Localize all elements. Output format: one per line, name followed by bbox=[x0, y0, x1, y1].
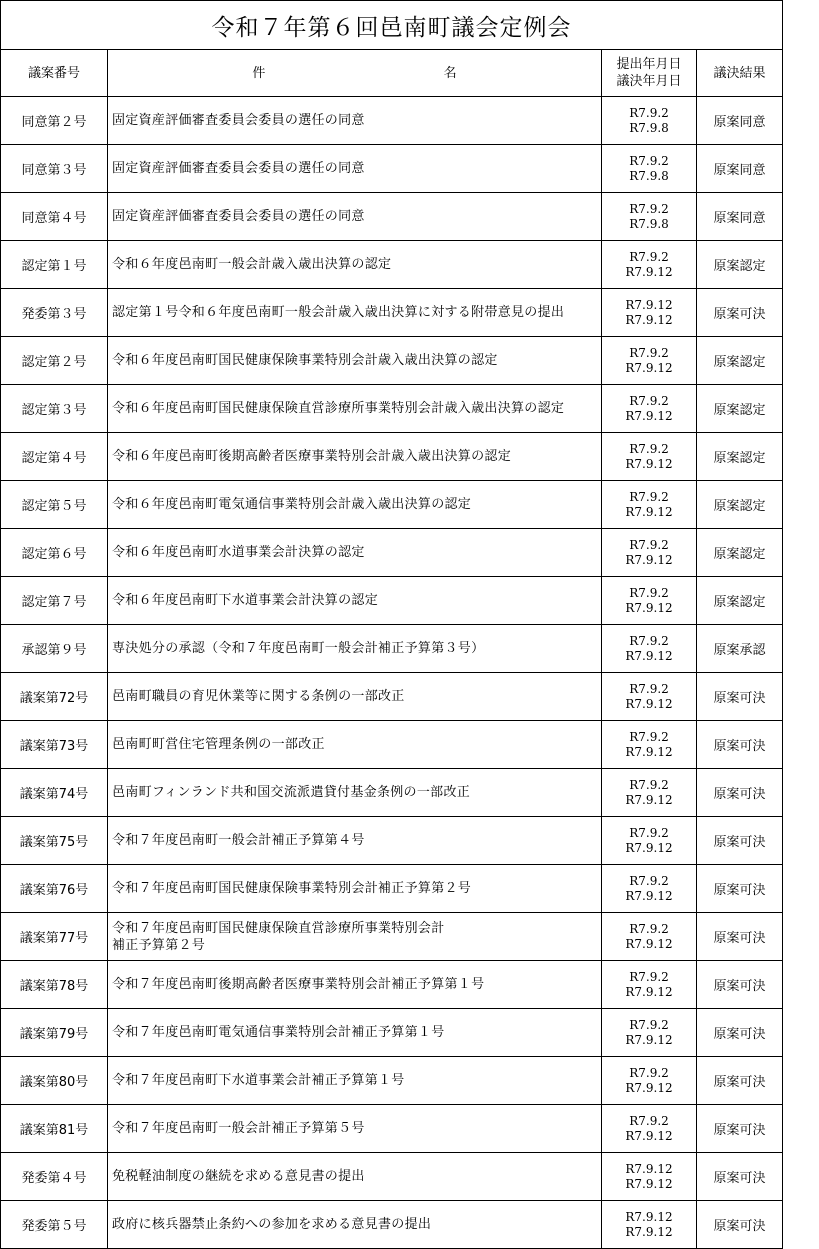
table-row bbox=[1, 337, 783, 385]
row-dates bbox=[602, 529, 697, 577]
table-row bbox=[1, 961, 783, 1009]
row-decided-date: R7.9.12 bbox=[625, 312, 673, 327]
row-dates bbox=[602, 1057, 697, 1105]
row-dates bbox=[602, 1105, 697, 1153]
row-result: 原案承認 bbox=[697, 625, 783, 673]
row-result: 原案認定 bbox=[697, 577, 783, 625]
header-dates-submitted: 提出年月日 bbox=[616, 57, 682, 72]
row-dates bbox=[602, 961, 697, 1009]
table-row bbox=[1, 193, 783, 241]
row-title: 令和６年度邑南町後期高齢者医療事業特別会計歳入歳出決算の認定 bbox=[108, 433, 602, 481]
row-number: 発委第５号 bbox=[1, 1201, 108, 1249]
row-result: 原案可決 bbox=[697, 289, 783, 337]
row-number: 議案第80号 bbox=[1, 1057, 108, 1105]
row-decided-date: R7.9.12 bbox=[625, 1032, 673, 1047]
row-result: 原案同意 bbox=[697, 145, 783, 193]
row-submitted-date: R7.9.2 bbox=[629, 537, 669, 552]
row-decided-date: R7.9.12 bbox=[625, 984, 673, 999]
row-decided-date: R7.9.12 bbox=[625, 1128, 673, 1143]
table-body bbox=[1, 97, 783, 1249]
row-number: 同意第４号 bbox=[1, 193, 108, 241]
row-result: 原案可決 bbox=[697, 1153, 783, 1201]
row-dates bbox=[602, 673, 697, 721]
row-submitted-date: R7.9.2 bbox=[629, 825, 669, 840]
table-row bbox=[1, 769, 783, 817]
table-row bbox=[1, 577, 783, 625]
row-title: 令和７年度邑南町下水道事業会計補正予算第１号 bbox=[108, 1057, 602, 1105]
table-row bbox=[1, 385, 783, 433]
row-submitted-date: R7.9.2 bbox=[629, 969, 669, 984]
row-submitted-date: R7.9.2 bbox=[629, 249, 669, 264]
row-number: 議案第78号 bbox=[1, 961, 108, 1009]
row-title: 令和６年度邑南町水道事業会計決算の認定 bbox=[108, 529, 602, 577]
row-number: 同意第２号 bbox=[1, 97, 108, 145]
row-result: 原案認定 bbox=[697, 241, 783, 289]
row-number: 議案第77号 bbox=[1, 913, 108, 961]
row-decided-date: R7.9.12 bbox=[625, 1176, 673, 1191]
row-decided-date: R7.9.12 bbox=[625, 552, 673, 567]
table-row bbox=[1, 145, 783, 193]
table-row bbox=[1, 817, 783, 865]
row-submitted-date: R7.9.2 bbox=[629, 441, 669, 456]
row-decided-date: R7.9.12 bbox=[625, 840, 673, 855]
row-number: 認定第５号 bbox=[1, 481, 108, 529]
row-result: 原案同意 bbox=[697, 193, 783, 241]
row-decided-date: R7.9.12 bbox=[625, 696, 673, 711]
row-decided-date: R7.9.12 bbox=[625, 456, 673, 471]
row-decided-date: R7.9.8 bbox=[629, 216, 669, 231]
row-dates bbox=[602, 1201, 697, 1249]
row-dates bbox=[602, 97, 697, 145]
row-decided-date: R7.9.8 bbox=[629, 168, 669, 183]
row-submitted-date: R7.9.2 bbox=[629, 1017, 669, 1032]
row-decided-date: R7.9.8 bbox=[629, 120, 669, 135]
header-name-left: 件 bbox=[252, 65, 266, 81]
row-title: 令和７年度邑南町一般会計補正予算第４号 bbox=[108, 817, 602, 865]
row-submitted-date: R7.9.2 bbox=[629, 681, 669, 696]
row-result: 原案可決 bbox=[697, 721, 783, 769]
row-number: 承認第９号 bbox=[1, 625, 108, 673]
row-submitted-date: R7.9.12 bbox=[625, 297, 673, 312]
row-dates bbox=[602, 817, 697, 865]
row-number: 認定第２号 bbox=[1, 337, 108, 385]
row-submitted-date: R7.9.2 bbox=[629, 1065, 669, 1080]
row-dates bbox=[602, 1153, 697, 1201]
row-result: 原案可決 bbox=[697, 961, 783, 1009]
row-result: 原案認定 bbox=[697, 385, 783, 433]
table-row bbox=[1, 625, 783, 673]
row-dates bbox=[602, 241, 697, 289]
table-row bbox=[1, 97, 783, 145]
row-number: 議案第72号 bbox=[1, 673, 108, 721]
row-result: 原案可決 bbox=[697, 913, 783, 961]
table-row bbox=[1, 721, 783, 769]
row-submitted-date: R7.9.2 bbox=[629, 345, 669, 360]
table-row bbox=[1, 1201, 783, 1249]
row-result: 原案可決 bbox=[697, 1057, 783, 1105]
header-name bbox=[108, 50, 602, 97]
row-decided-date: R7.9.12 bbox=[625, 744, 673, 759]
row-title: 免税軽油制度の継続を求める意見書の提出 bbox=[108, 1153, 602, 1201]
table-row bbox=[1, 1057, 783, 1105]
row-dates bbox=[602, 769, 697, 817]
row-result: 原案可決 bbox=[697, 817, 783, 865]
row-number: 議案第73号 bbox=[1, 721, 108, 769]
row-title: 固定資産評価審査委員会委員の選任の同意 bbox=[108, 145, 602, 193]
header-result: 議決結果 bbox=[697, 50, 783, 97]
row-result: 原案認定 bbox=[697, 433, 783, 481]
row-result: 原案可決 bbox=[697, 1009, 783, 1057]
row-number: 認定第４号 bbox=[1, 433, 108, 481]
row-result: 原案可決 bbox=[697, 1105, 783, 1153]
row-number: 議案第74号 bbox=[1, 769, 108, 817]
row-title: 認定第１号令和６年度邑南町一般会計歳入歳出決算に対する附帯意見の提出 bbox=[108, 289, 602, 337]
row-title: 固定資産評価審査委員会委員の選任の同意 bbox=[108, 97, 602, 145]
row-title: 令和７年度邑南町後期高齢者医療事業特別会計補正予算第１号 bbox=[108, 961, 602, 1009]
row-submitted-date: R7.9.2 bbox=[629, 1113, 669, 1128]
row-dates bbox=[602, 385, 697, 433]
row-title: 邑南町職員の育児休業等に関する条例の一部改正 bbox=[108, 673, 602, 721]
row-dates bbox=[602, 433, 697, 481]
row-submitted-date: R7.9.2 bbox=[629, 921, 669, 936]
row-result: 原案認定 bbox=[697, 481, 783, 529]
row-dates bbox=[602, 145, 697, 193]
row-decided-date: R7.9.12 bbox=[625, 936, 673, 951]
table-row bbox=[1, 913, 783, 961]
row-submitted-date: R7.9.2 bbox=[629, 105, 669, 120]
row-result: 原案可決 bbox=[697, 769, 783, 817]
row-number: 発委第３号 bbox=[1, 289, 108, 337]
row-submitted-date: R7.9.2 bbox=[629, 393, 669, 408]
row-decided-date: R7.9.12 bbox=[625, 360, 673, 375]
row-result: 原案認定 bbox=[697, 337, 783, 385]
header-row bbox=[1, 50, 783, 97]
row-number: 認定第３号 bbox=[1, 385, 108, 433]
row-submitted-date: R7.9.2 bbox=[629, 489, 669, 504]
row-decided-date: R7.9.12 bbox=[625, 792, 673, 807]
row-title: 令和６年度邑南町一般会計歳入歳出決算の認定 bbox=[108, 241, 602, 289]
row-submitted-date: R7.9.2 bbox=[629, 585, 669, 600]
row-number: 発委第４号 bbox=[1, 1153, 108, 1201]
table-row bbox=[1, 1009, 783, 1057]
row-submitted-date: R7.9.2 bbox=[629, 201, 669, 216]
row-decided-date: R7.9.12 bbox=[625, 408, 673, 423]
header-name-right: 名 bbox=[443, 65, 457, 81]
row-dates bbox=[602, 913, 697, 961]
row-title: 令和６年度邑南町下水道事業会計決算の認定 bbox=[108, 577, 602, 625]
row-decided-date: R7.9.12 bbox=[625, 600, 673, 615]
row-number: 議案第79号 bbox=[1, 1009, 108, 1057]
row-result: 原案認定 bbox=[697, 529, 783, 577]
row-number: 認定第１号 bbox=[1, 241, 108, 289]
header-dates bbox=[602, 50, 697, 97]
row-title: 令和６年度邑南町国民健康保険直営診療所事業特別会計歳入歳出決算の認定 bbox=[108, 385, 602, 433]
row-title: 邑南町フィンランド共和国交流派遣貸付基金条例の一部改正 bbox=[108, 769, 602, 817]
row-submitted-date: R7.9.12 bbox=[625, 1209, 673, 1224]
row-dates bbox=[602, 289, 697, 337]
row-dates bbox=[602, 865, 697, 913]
row-result: 原案可決 bbox=[697, 673, 783, 721]
row-dates bbox=[602, 337, 697, 385]
row-title: 専決処分の承認（令和７年度邑南町一般会計補正予算第３号） bbox=[108, 625, 602, 673]
row-decided-date: R7.9.12 bbox=[625, 504, 673, 519]
row-submitted-date: R7.9.2 bbox=[629, 777, 669, 792]
row-submitted-date: R7.9.2 bbox=[629, 873, 669, 888]
row-decided-date: R7.9.12 bbox=[625, 1224, 673, 1239]
row-decided-date: R7.9.12 bbox=[625, 648, 673, 663]
row-number: 議案第75号 bbox=[1, 817, 108, 865]
row-number: 認定第６号 bbox=[1, 529, 108, 577]
row-dates bbox=[602, 193, 697, 241]
table-row bbox=[1, 1105, 783, 1153]
row-decided-date: R7.9.12 bbox=[625, 264, 673, 279]
row-result: 原案可決 bbox=[697, 865, 783, 913]
row-submitted-date: R7.9.2 bbox=[629, 153, 669, 168]
header-dates-decided: 議決年月日 bbox=[616, 74, 682, 89]
row-dates bbox=[602, 721, 697, 769]
table-row bbox=[1, 529, 783, 577]
row-title: 邑南町町営住宅管理条例の一部改正 bbox=[108, 721, 602, 769]
table-row bbox=[1, 481, 783, 529]
table-row bbox=[1, 1153, 783, 1201]
row-title: 固定資産評価審査委員会委員の選任の同意 bbox=[108, 193, 602, 241]
table-row bbox=[1, 433, 783, 481]
row-dates bbox=[602, 577, 697, 625]
row-dates bbox=[602, 481, 697, 529]
row-title: 令和７年度邑南町国民健康保険事業特別会計補正予算第２号 bbox=[108, 865, 602, 913]
row-number: 議案第76号 bbox=[1, 865, 108, 913]
page-title: 令和７年第６回邑南町議会定例会 bbox=[1, 1, 783, 50]
row-title: 令和７年度邑南町電気通信事業特別会計補正予算第１号 bbox=[108, 1009, 602, 1057]
row-title: 令和６年度邑南町電気通信事業特別会計歳入歳出決算の認定 bbox=[108, 481, 602, 529]
row-number: 議案第81号 bbox=[1, 1105, 108, 1153]
table-row bbox=[1, 673, 783, 721]
row-number: 認定第７号 bbox=[1, 577, 108, 625]
row-number: 同意第３号 bbox=[1, 145, 108, 193]
row-dates bbox=[602, 625, 697, 673]
table-row bbox=[1, 241, 783, 289]
row-decided-date: R7.9.12 bbox=[625, 1080, 673, 1095]
row-submitted-date: R7.9.12 bbox=[625, 1161, 673, 1176]
table-row bbox=[1, 289, 783, 337]
row-title: 令和６年度邑南町国民健康保険事業特別会計歳入歳出決算の認定 bbox=[108, 337, 602, 385]
header-number: 議案番号 bbox=[1, 50, 108, 97]
row-result: 原案可決 bbox=[697, 1201, 783, 1249]
row-title: 令和７年度邑南町国民健康保険直営診療所事業特別会計 補正予算第２号 bbox=[108, 913, 602, 961]
row-decided-date: R7.9.12 bbox=[625, 888, 673, 903]
row-title: 政府に核兵器禁止条約への参加を求める意見書の提出 bbox=[108, 1201, 602, 1249]
row-result: 原案同意 bbox=[697, 97, 783, 145]
row-title: 令和７年度邑南町一般会計補正予算第５号 bbox=[108, 1105, 602, 1153]
table-row bbox=[1, 865, 783, 913]
row-submitted-date: R7.9.2 bbox=[629, 633, 669, 648]
row-dates bbox=[602, 1009, 697, 1057]
row-submitted-date: R7.9.2 bbox=[629, 729, 669, 744]
